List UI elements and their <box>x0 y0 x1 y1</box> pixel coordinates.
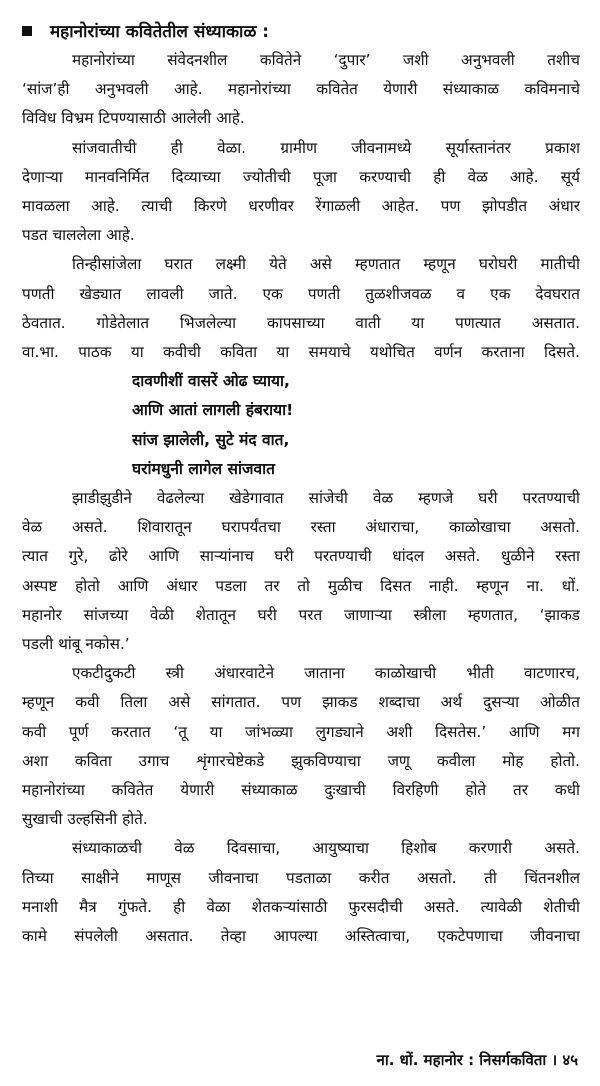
text-line: अशा कविता उगाच शृंगारचेष्टेकडे झुकविण्याचा जणू कवीला मोह होतो. <box>22 751 580 770</box>
poem-quote <box>22 367 580 484</box>
text-line: म्हणून कवी तिला असे सांगतात. पण झाकड शब्दाचा अर्थ दुसऱ्या ओळीत <box>22 693 580 712</box>
text-line: वेळ असते. शिवारातून घरापर्यंतचा रस्ता अंधाराचा, काळोखाचा असतो. <box>22 518 580 537</box>
text-line: महानोरांच्या संवेदनशील कवितेने ‘दुपार’ जशी अनुभवली तशीच <box>72 51 580 69</box>
poem-line: दावणीशीं वासरें ओढ घ्याया, <box>132 372 290 391</box>
poem-line: आणि आतां लागली हंबराया! <box>132 401 294 420</box>
text-line: कामे संपलेली असतात. तेव्हा आपल्या अस्तित्वाचा, एकटेपणाचा जीवनाचा <box>22 927 580 946</box>
text-line: पडली थांबू नकोस.’ <box>22 635 130 654</box>
text-line: मनाशी मैत्र गुंफते. ही वेळा शेतकऱ्यांसाठी फुरसदीची असते. त्यावेळी शेतीची <box>22 897 580 916</box>
text-line: पणती खेड्यात लावली जाते. एक पणती तुळशीजवळ व एक देवघरात <box>22 284 580 303</box>
text-line: वा.भा. पाठक या कवीची कविता या समयाचे यथोचित वर्णन करताना दिसते. <box>22 343 580 362</box>
text-line: सांजवातीची ही वेळा. ग्रामीण जीवनामध्ये सूर्यास्तानंतर प्रकाश <box>72 138 580 157</box>
text-line: संध्याकाळची वेळ दिवसाचा, आयुष्याचा हिशोब करणारी असते. <box>72 839 580 858</box>
text-line: सुखाची उल्हसिनी होते. <box>22 810 148 829</box>
paragraph <box>22 484 580 659</box>
text-line: विविध विभ्रम टिपण्यासाठी आलेली आहे. <box>22 109 245 128</box>
text-line: तिन्हीसांजेला घरात लक्ष्मी येते असे म्हणतात म्हणून घरोघरी मातीची <box>72 255 580 274</box>
poem-line: घरांमधुनी लागेल सांजवात <box>132 459 275 478</box>
paragraph <box>22 834 580 951</box>
text-line: तिच्या साक्षीने माणूस जीवनाचा पडताळा करीत असतो. ती चिंतनशील <box>22 868 580 887</box>
text-line: कवी पूर्ण करतात ‘तू या जांभळ्या लुगड्याने अशी दिसतेस.’ आणि मग <box>22 722 580 741</box>
paragraph <box>22 659 580 834</box>
poem-line: सांज झालेली, सुटे मंद वात, <box>132 430 290 449</box>
paragraph <box>22 134 580 251</box>
paragraph <box>22 250 580 367</box>
text-line: देणाऱ्या मानवनिर्मित दिव्याच्या ज्योतीची पूजा करण्याची ही वेळ आहे. सूर्य <box>22 167 580 186</box>
text-line: महानोरांच्या कवितेत येणारी संध्याकाळ दुःखाची विरहिणी होते तर कधी <box>22 781 580 800</box>
bullet-square-icon <box>22 26 32 36</box>
text-line: ठेवतात. गोडेतेलात भिजलेल्या कापसाच्या वाती या पणत्यात असतात. <box>22 313 580 332</box>
text-line: अस्पष्ट होतो आणि अंधार पडला तर तो मुळीच दिसत नाही. म्हणून ना. धों. <box>22 576 580 595</box>
text-line: एकटीदुकटी स्त्री अंधारवाटेने जाताना काळोखाची भीती वाटणारच, <box>72 664 580 683</box>
text-line: त्यात गुरे, ढोरे आणि साऱ्यांनाच घरी परतण्याची धांदल असते. धुळीने रस्ता <box>22 547 580 566</box>
body-text <box>22 46 580 951</box>
text-line: महानोर सांजच्या वेळी शेतातून घरी परत जाणाऱ्या स्त्रीला म्हणतात, ‘झाकड <box>22 605 580 624</box>
paragraph <box>22 46 580 134</box>
text-line: मावळला आहे. त्याची किरणे धरणीवर रेंगाळली आहेत. पण झोपडीत अंधार <box>22 197 580 216</box>
section-heading-text: महानोरांच्या कवितेतील संध्याकाळ : <box>50 22 270 42</box>
section-heading <box>22 18 582 46</box>
text-line: झाडीझुडीने वेढलेल्या खेडेगावात सांजेची वेळ म्हणजे घरी परतण्याची <box>72 489 580 508</box>
text-line: ‘सांज’ही अनुभवली आहे. महानोरांच्या कवितेत येणारी संध्याकाळ कविमनाचे <box>22 80 580 99</box>
page-footer: ना. धों. महानोर : निसर्गकविता । ४५ <box>376 1051 578 1069</box>
text-line: पडत चाललेला आहे. <box>22 226 135 245</box>
